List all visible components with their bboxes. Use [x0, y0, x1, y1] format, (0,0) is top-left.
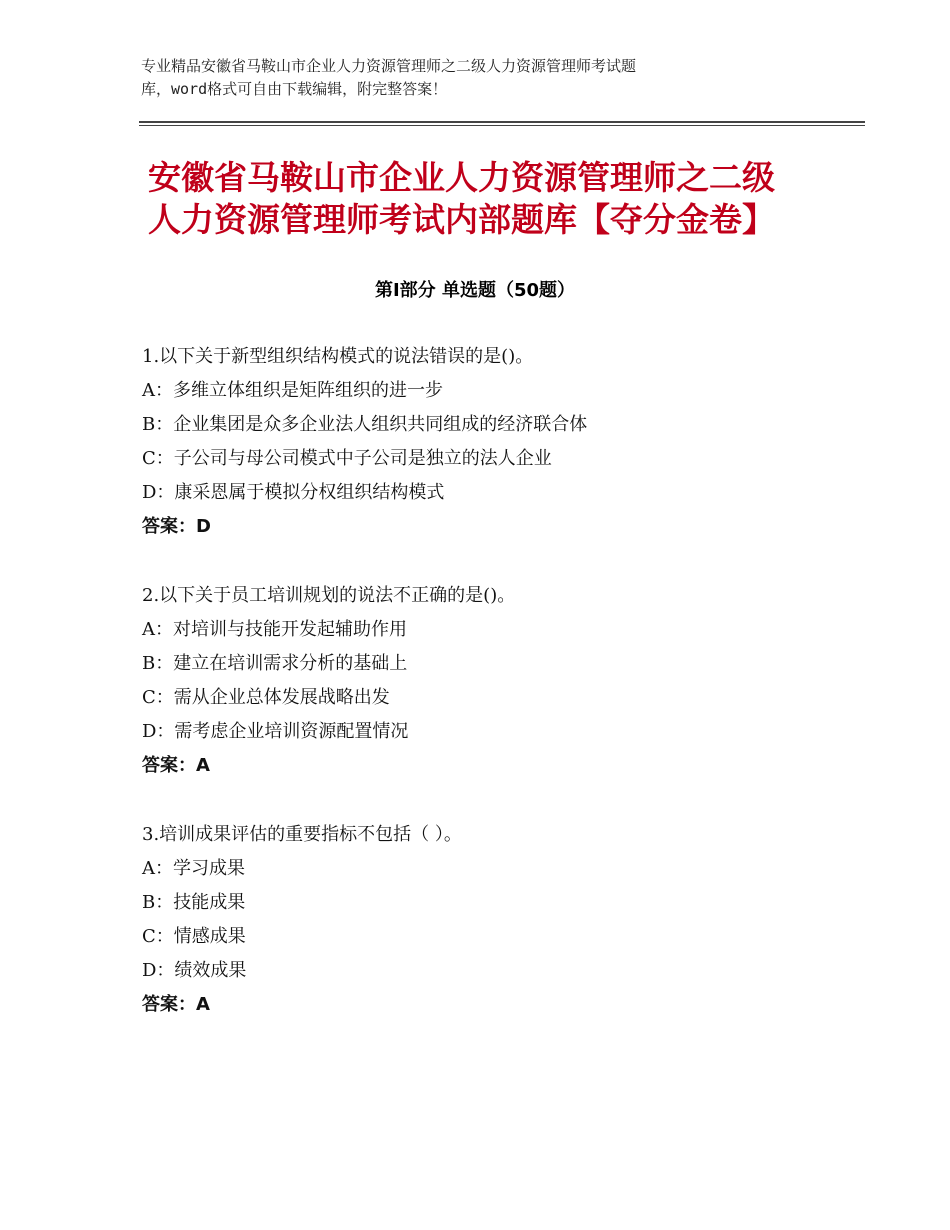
- question-stem: 2.以下关于员工培训规划的说法不正确的是()。: [142, 585, 516, 606]
- question-1: [142, 340, 862, 544]
- option-a: A：学习成果: [142, 858, 245, 879]
- option-a: A：多维立体组织是矩阵组织的进一步: [142, 380, 443, 401]
- answer: 答案：A: [142, 994, 210, 1015]
- question-3: [142, 818, 862, 1022]
- option-c: C：子公司与母公司模式中子公司是独立的法人企业: [142, 448, 552, 469]
- option-d: D：康采恩属于模拟分权组织结构模式: [142, 482, 445, 503]
- option-d: D：绩效成果: [142, 960, 247, 981]
- option-a: A：对培训与技能开发起辅助作用: [142, 619, 407, 640]
- option-c: C：需从企业总体发展战略出发: [142, 687, 390, 708]
- document-title: [148, 157, 848, 241]
- header-note: [141, 55, 821, 101]
- title-line-1: 安徽省马鞍山市企业人力资源管理师之二级: [148, 158, 775, 197]
- title-line-2: 人力资源管理师考试内部题库【夺分金卷】: [148, 200, 775, 239]
- option-b: B：建立在培训需求分析的基础上: [142, 653, 408, 674]
- question-2: [142, 579, 862, 783]
- header-note-line-1: 专业精品安徽省马鞍山市企业人力资源管理师之二级人力资源管理师考试题: [141, 57, 637, 75]
- header-note-line-2: 库，word格式可自由下载编辑，附完整答案！: [141, 80, 448, 98]
- header-divider-thick: [139, 121, 865, 123]
- option-d: D：需考虑企业培训资源配置情况: [142, 721, 409, 742]
- option-b: B：技能成果: [142, 892, 246, 913]
- question-stem: 1.以下关于新型组织结构模式的说法错误的是()。: [142, 346, 534, 367]
- header-divider-thin: [139, 125, 865, 126]
- question-stem: 3.培训成果评估的重要指标不包括（ ）。: [142, 824, 462, 845]
- section-heading: 第Ⅰ部分 单选题（50题）: [374, 280, 575, 301]
- option-c: C：情感成果: [142, 926, 246, 947]
- answer: 答案：A: [142, 755, 210, 776]
- answer: 答案：D: [142, 516, 211, 537]
- option-b: B：企业集团是众多企业法人组织共同组成的经济联合体: [142, 414, 588, 435]
